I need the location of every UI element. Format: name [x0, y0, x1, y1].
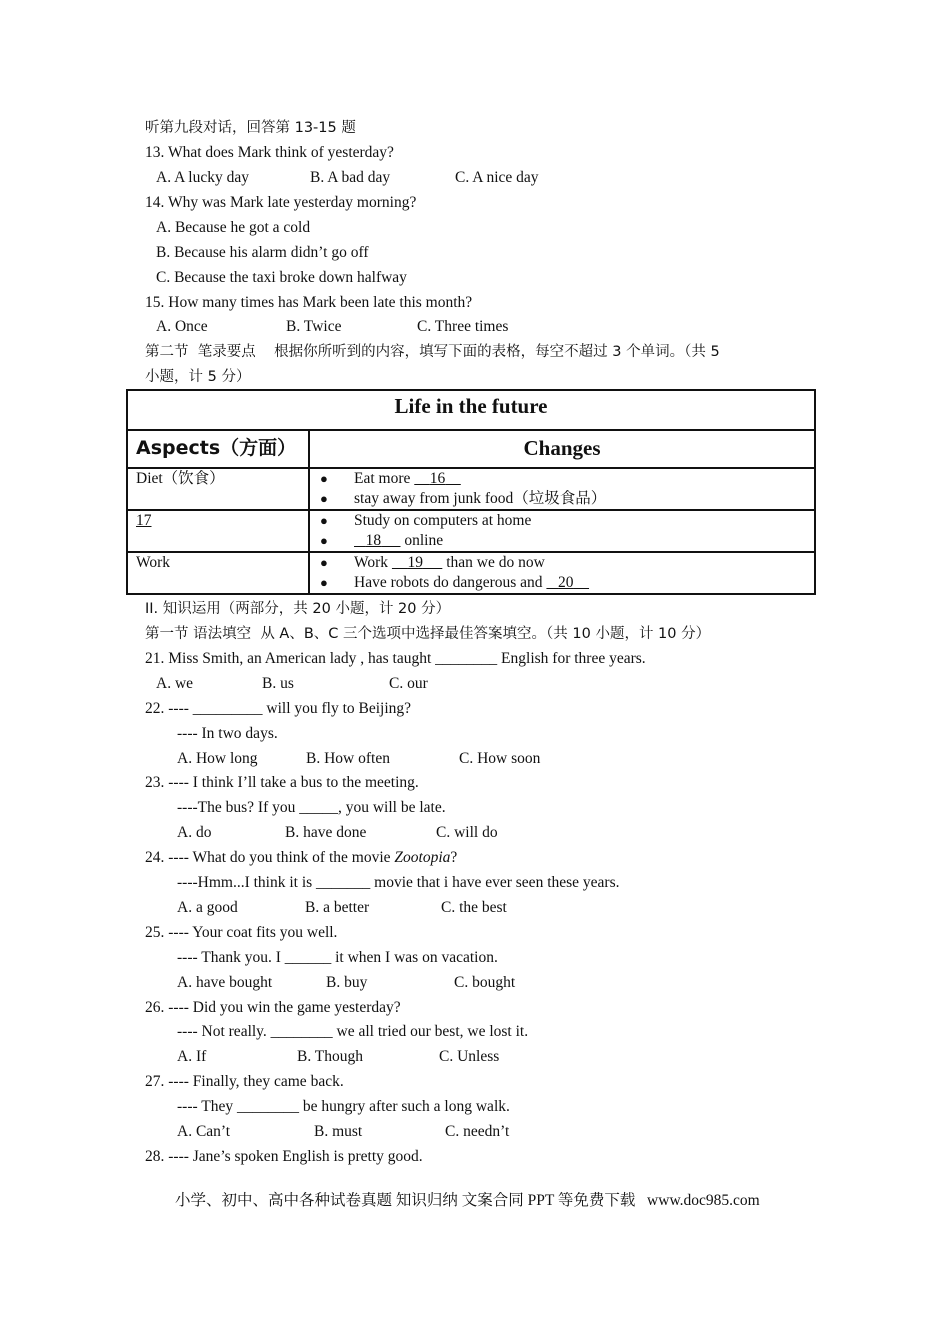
blank-17: 17 — [136, 512, 152, 529]
blank-16: 16 — [429, 470, 446, 487]
q23-option-b: B. have done — [285, 824, 367, 841]
q13-option-c: C. A nice day — [455, 169, 539, 186]
q13-option-b: B. A bad day — [310, 169, 391, 186]
aspect-diet: Diet（饮食） — [127, 468, 309, 510]
q14-option-c: C. Because the taxi broke down halfway — [156, 269, 407, 286]
q22-option-a: A. How long — [177, 750, 258, 767]
list-item: ● Have robots do dangerous and 20 — [320, 573, 806, 593]
q14-option-b: B. Because his alarm didn’t go off — [156, 244, 369, 261]
q15-option-c: C. Three times — [417, 318, 509, 335]
col-header-aspects: Aspects（方面） — [127, 430, 309, 468]
q24-stem: 24. ---- What do you think of the movie Zootopia? — [145, 849, 458, 866]
q21-stem: 21. Miss Smith, an American lady , has taught ________ English for three years. — [145, 650, 646, 667]
list-item: ● 18 online — [320, 531, 806, 551]
q24-option-b: B. a better — [305, 899, 370, 916]
q21-option-a: A. we — [156, 675, 194, 692]
table-row — [127, 468, 815, 510]
blank-18: 18 — [365, 532, 382, 549]
list-item: ● Study on computers at home — [320, 511, 806, 531]
q24-option-a: A. a good — [177, 899, 238, 916]
q24-reply: ----Hmm...I think it is _______ movie that i have ever seen these years. — [177, 874, 620, 891]
q14-option-a: A. Because he got a cold — [156, 219, 311, 236]
list-item: ● Eat more 16 — [320, 469, 806, 489]
table-title: Life in the future — [127, 390, 815, 430]
q25-option-a: A. have bought — [177, 974, 273, 991]
q27-reply: ---- They ________ be hungry after such a long walk. — [177, 1098, 510, 1115]
q27-stem: 27. ---- Finally, they came back. — [145, 1073, 344, 1090]
list-item: ● Work 19 than we do now — [320, 553, 806, 573]
q23-option-a: A. do — [177, 824, 212, 841]
q22-option-c: C. How soon — [459, 750, 541, 767]
list-item: ● stay away from junk food（垃圾食品） — [320, 489, 806, 509]
q26-option-b: B. Though — [297, 1048, 364, 1065]
q24-option-c: C. the best — [441, 899, 507, 916]
q25-option-c: C. bought — [454, 974, 516, 991]
col-header-changes: Changes — [309, 430, 815, 468]
notes-instruction-line1: 第二节 笔录要点 根据你所听到的内容，填写下面的表格，每空不超过 3 个单词。（共 5 — [145, 344, 720, 360]
blank-20: 20 — [558, 574, 574, 591]
q28-stem: 28. ---- Jane’s spoken English is pretty good. — [145, 1148, 423, 1165]
notes-table — [126, 389, 816, 595]
q25-option-b: B. buy — [326, 974, 368, 991]
q22-stem: 22. ---- _________ will you fly to Beijing? — [145, 700, 412, 717]
table-row — [127, 552, 815, 594]
q25-stem: 25. ---- Your coat fits you well. — [145, 924, 338, 941]
q23-reply: ----The bus? If you _____, you will be late. — [177, 799, 446, 816]
q15-option-a: A. Once — [156, 318, 208, 335]
q14-stem: 14. Why was Mark late yesterday morning? — [145, 194, 417, 211]
part2-header: II. 知识运用（两部分，共 20 小题，计 20 分） — [145, 601, 451, 617]
grammar-instruction: 第一节 语法填空 从 A、B、C 三个选项中选择最佳答案填空。（共 10 小题，计 10 分） — [145, 626, 711, 642]
q15-stem: 15. How many times has Mark been late this month? — [145, 294, 473, 311]
q21-option-b: B. us — [262, 675, 294, 692]
q26-option-a: A. If — [177, 1048, 207, 1065]
q23-stem: 23. ---- I think I’ll take a bus to the meeting. — [145, 774, 419, 791]
q13-option-a: A. A lucky day — [156, 169, 249, 186]
q26-stem: 26. ---- Did you win the game yesterday? — [145, 999, 401, 1016]
q13-stem: 13. What does Mark think of yesterday? — [145, 144, 394, 161]
q21-option-c: C. our — [389, 675, 428, 692]
q25-reply: ---- Thank you. I ______ it when I was on vacation. — [177, 949, 498, 966]
page-footer: 小学、初中、高中各种试卷真题 知识归纳 文案合同 PPT 等免费下载 www.doc985.com — [175, 1192, 760, 1209]
blank-19: 19 — [407, 554, 423, 571]
notes-instruction-line2: 小题，计 5 分） — [145, 369, 251, 385]
q27-option-b: B. must — [314, 1123, 363, 1140]
q22-reply: ---- In two days. — [177, 725, 278, 742]
q26-reply: ---- Not really. ________ we all tried our best, we lost it. — [177, 1023, 529, 1040]
q27-option-a: A. Can’t — [177, 1123, 231, 1140]
section-header-listening-9: 听第九段对话，回答第 13-15 题 — [145, 120, 356, 136]
q26-option-c: C. Unless — [439, 1048, 500, 1065]
q23-option-c: C. will do — [436, 824, 498, 841]
q27-option-c: C. needn’t — [445, 1123, 510, 1140]
table-row — [127, 510, 815, 552]
q15-option-b: B. Twice — [286, 318, 342, 335]
q22-option-b: B. How often — [306, 750, 390, 767]
aspect-work: Work — [127, 552, 309, 594]
